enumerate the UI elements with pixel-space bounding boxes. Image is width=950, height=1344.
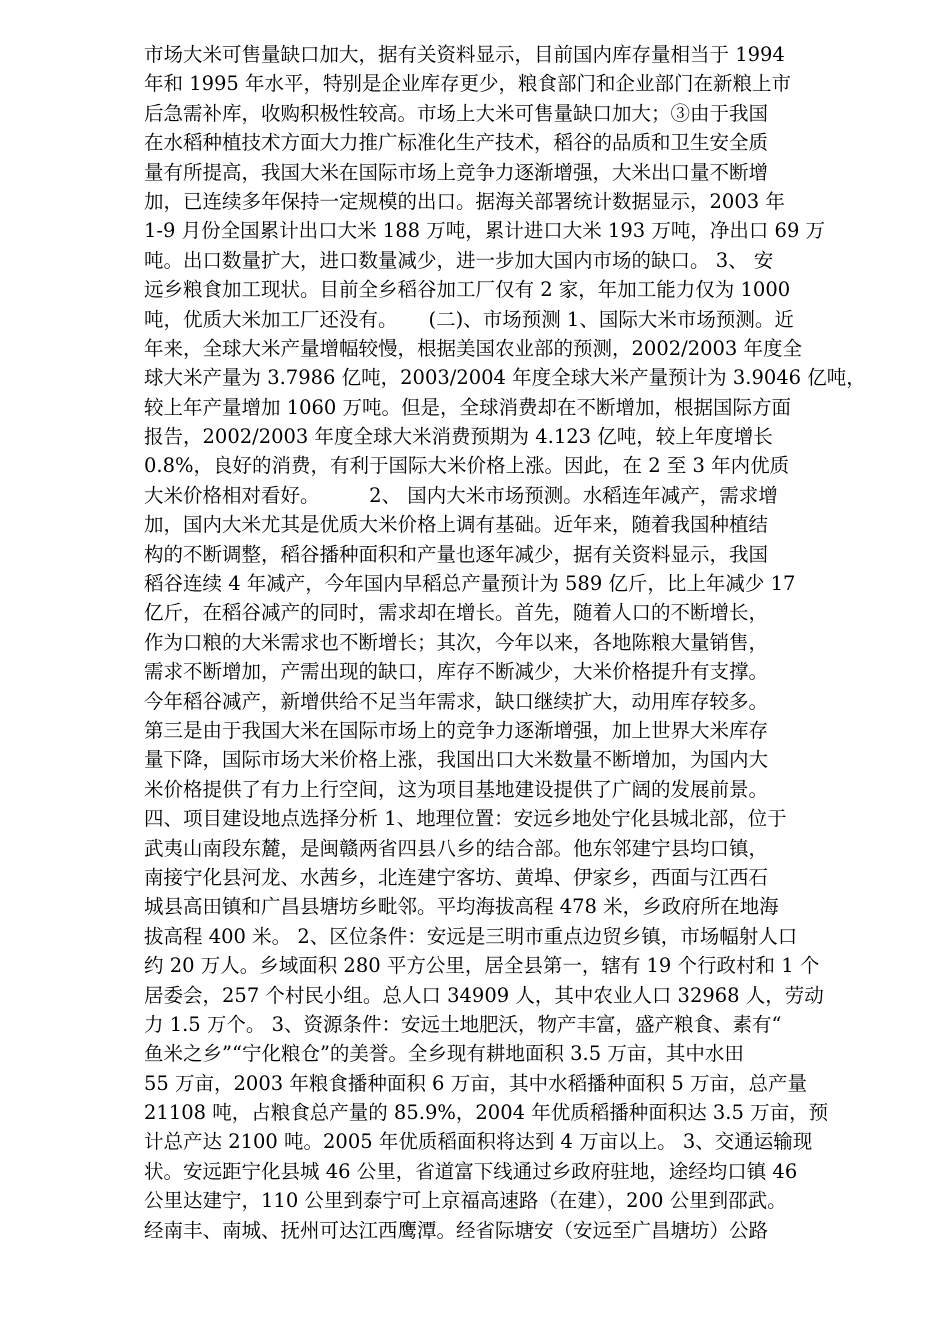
text-line: 力 1.5 万个。 3、资源条件：安远土地肥沃，物产丰富，盛产粮食、素有“ (144, 1012, 782, 1036)
text-line: 加，国内大米尤其是优质大米价格上调有基础。近年来，随着我国种植结 (144, 513, 769, 537)
text-line: 较上年产量增加 1060 万吨。但是，全球消费却在不断增加，根据国际方面 (144, 395, 792, 419)
text-line: 公里达建宁，110 公里到泰宁可上京福高速路（在建），200 公里到邵武。 (144, 1189, 787, 1213)
text-line: 米价格提供了有力上行空间，这为项目基地建设提供了广阔的发展前景。 (144, 777, 769, 801)
text-line: 后急需补库，收购积极性较高。市场上大米可售量缺口加大；③由于我国 (144, 101, 769, 125)
text-line: 城县高田镇和广昌县塘坊乡毗邻。平均海拔高程 478 米，乡政府所在地海 (144, 895, 779, 919)
text-line: 1-9 月份全国累计出口大米 188 万吨，累计进口大米 193 万吨，净出口 69 万 (144, 219, 826, 243)
text-line: 远乡粮食加工现状。目前全乡稻谷加工厂仅有 2 家，年加工能力仅为 1000 (144, 278, 791, 302)
text-line: 吨。出口数量扩大，进口数量减少，进一步加大国内市场的缺口。 3、 安 (144, 248, 774, 272)
text-line: 状。安远距宁化县城 46 公里，省道富下线通过乡政府驻地，途经均口镇 46 (144, 1159, 798, 1183)
text-line: 大米价格相对看好。 2、 国内大米市场预测。水稻连年减产，需求增 (144, 483, 778, 507)
text-line: 经南丰、南城、抚州可达江西鹰潭。经省际塘安（安远至广昌塘坊）公路 (144, 1218, 769, 1242)
text-line: 年和 1995 年水平，特别是企业库存更少，粮食部门和企业部门在新粮上市 (144, 72, 792, 96)
text-line: 南接宁化县河龙、水茜乡，北连建宁客坊、黄埠、伊家乡，西面与江西石 (144, 865, 769, 889)
text-line: 市场大米可售量缺口加大，据有关资料显示，目前国内库存量相当于 1994 (144, 43, 785, 66)
text-line: 鱼米之乡”“宁化粮仓”的美誉。全乡现有耕地面积 3.5 万亩，其中水田 (144, 1042, 744, 1066)
text-line: 第三是由于我国大米在国际市场上的竞争力逐渐增强，加上世界大米库存 (144, 718, 769, 742)
text-line: 在水稻种植技术方面大力推广标准化生产技术，稻谷的品质和卫生安全质 (144, 131, 769, 155)
text-line: 亿斤，在稻谷减产的同时，需求却在增长。首先，随着人口的不断增长， (144, 601, 769, 625)
text-line: 四、项目建设地点选择分析 1、地理位置：安远乡地处宁化县城北部，位于 (144, 807, 787, 831)
text-line: 拔高程 400 米。 2、区位条件：安远是三明市重点边贸乡镇，市场幅射人口 (144, 924, 798, 948)
text-line: 构的不断调整，稻谷播种面积和产量也逐年减少，据有关资料显示，我国 (144, 542, 769, 566)
text-line: 计总产达 2100 吨。2005 年优质稻面积将达到 4 万亩以上。 3、交通运输现 (144, 1130, 813, 1154)
text-line: 约 20 万人。乡域面积 280 平方公里，居全县第一，辖有 19 个行政村和 1 个 (144, 954, 820, 978)
text-line: 居委会，257 个村民小组。总人口 34909 人，其中农业人口 32968 人，劳动 (144, 983, 824, 1007)
text-line: 稻谷连续 4 年减产，今年国内早稻总产量预计为 589 亿斤，比上年减少 17 (144, 572, 796, 596)
text-line: 吨，优质大米加工厂还没有。 (二)、市场预测 1、国际大米市场预测。近 (144, 307, 794, 331)
text-line: 加，已连续多年保持一定规模的出口。据海关部署统计数据显示，2003 年 (144, 189, 785, 213)
text-line: 球大米产量为 3.7986 亿吨，2003/2004 年度全球大米产量预计为 3.9046 亿吨， (144, 366, 866, 390)
text-line: 55 万亩，2003 年粮食播种面积 6 万亩，其中水稻播种面积 5 万亩，总产量 (144, 1071, 807, 1095)
text-line: 作为口粮的大米需求也不断增长；其次，今年以来，各地陈粮大量销售， (144, 630, 769, 654)
text-line: 需求不断增加，产需出现的缺口，库存不断减少，大米价格提升有支撑。 (144, 660, 769, 684)
body-text (144, 40, 884, 1245)
text-line: 21108 吨，占粮食总产量的 85.9%，2004 年优质稻播种面积达 3.5 万亩，预 (144, 1101, 829, 1125)
text-line: 量有所提高，我国大米在国际市场上竞争力逐渐增强，大米出口量不断增 (144, 160, 769, 184)
text-line: 武夷山南段东麓，是闽赣两省四县八乡的结合部。他东邻建宁县均口镇， (144, 836, 769, 860)
text-line: 今年稻谷减产，新增供给不足当年需求，缺口继续扩大，动用库存较多。 (144, 689, 769, 713)
text-line: 报告，2002/2003 年度全球大米消费预期为 4.123 亿吨，较上年度增长 (144, 425, 773, 449)
text-line: 年来，全球大米产量增幅较慢，根据美国农业部的预测，2002/2003 年度全 (144, 336, 803, 360)
text-line: 0.8%，良好的消费，有利于国际大米价格上涨。因此，在 2 至 3 年内优质 (144, 454, 790, 478)
text-line: 量下降，国际市场大米价格上涨，我国出口大米数量不断增加，为国内大 (144, 748, 769, 772)
